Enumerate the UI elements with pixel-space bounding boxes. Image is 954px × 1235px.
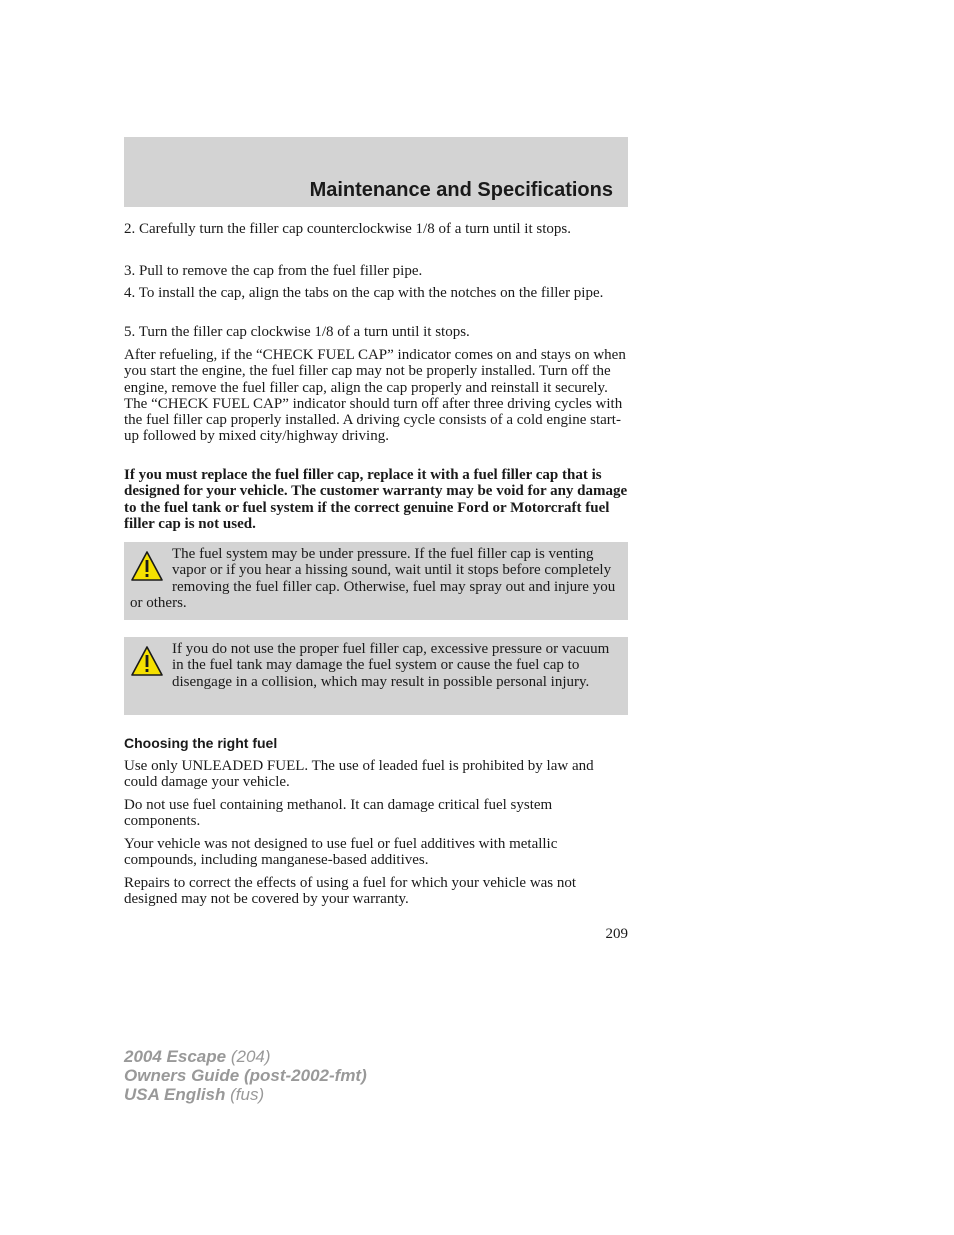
footer-model-code: (204)	[230, 1047, 271, 1066]
footer-guide: Owners Guide (post-2002-fmt)	[124, 1066, 367, 1085]
fuel-paragraph-metallic: Your vehicle was not designed to use fuel or fuel additives with metallic compounds, including manganese-based additives.	[124, 836, 558, 869]
step-5: 5. Turn the filler cap clockwise 1/8 of a turn until it stops.	[124, 324, 470, 340]
fuel-paragraph-warranty: Repairs to correct the effects of using a fuel for which your vehicle was not designed may not be covered by your warranty.	[124, 875, 577, 908]
warning-triangle-icon	[130, 645, 164, 677]
step-3: 3. Pull to remove the cap from the fuel filler pipe.	[124, 263, 423, 279]
section-heading-choosing-fuel: Choosing the right fuel	[124, 735, 278, 751]
footer-line-guide	[124, 1066, 367, 1085]
footer-language: USA English	[124, 1085, 226, 1104]
warning-text-proper-cap: If you do not use the proper fuel filler cap, excessive pressure or vacuum in the fuel tank may damage the fuel system or cause the fuel cap to disengage in a collision, which may result in possible personal injury.	[172, 641, 610, 690]
footer-line-model	[124, 1047, 367, 1066]
warning-box-proper-cap	[124, 637, 628, 715]
section-header-band	[124, 137, 628, 207]
replacement-cap-notice: If you must replace the fuel filler cap, replace it with a fuel filler cap that is designed for your vehicle. The customer warranty may be void for any damage to the fuel tank or fuel system if the correct genuine Ford or Motorcraft fuel filler cap is not used.	[124, 467, 628, 532]
page-title: Maintenance and Specifications	[309, 179, 613, 201]
document-footer	[124, 1047, 367, 1104]
fuel-paragraph-unleaded: Use only UNLEADED FUEL. The use of leaded fuel is prohibited by law and could damage your vehicle.	[124, 758, 594, 791]
page-number: 209	[605, 926, 628, 942]
warning-text-pressure: The fuel system may be under pressure. If the fuel filler cap is venting vapor or if you hear a hissing sound, wait until it stops before completely removing the fuel filler cap. Otherwise, fuel may spray out and injure you or others.	[130, 546, 616, 611]
warning-triangle-icon	[130, 550, 164, 582]
footer-language-code: (fus)	[230, 1085, 265, 1104]
step-2: 2. Carefully turn the filler cap counterclockwise 1/8 of a turn until it stops.	[124, 221, 571, 237]
fuel-paragraph-methanol: Do not use fuel containing methanol. It can damage critical fuel system components.	[124, 797, 553, 830]
footer-line-language	[124, 1085, 367, 1104]
step-4: 4. To install the cap, align the tabs on the cap with the notches on the filler pipe.	[124, 285, 604, 301]
after-refueling-paragraph: After refueling, if the “CHECK FUEL CAP” indicator comes on and stays on when you start the engine, the fuel filler cap may not be properly installed. Turn off the engine, remove the fuel filler cap, align the cap properly and reinstall it securely. The “CHECK FUEL CAP” indicator should turn off after three driving cycles with the fuel filler cap properly installed. A driving cycle consists of a cold engine start-up followed by mixed city/highway driving.	[124, 347, 626, 445]
footer-model: 2004 Escape	[124, 1047, 227, 1066]
warning-box-pressure	[124, 542, 628, 620]
